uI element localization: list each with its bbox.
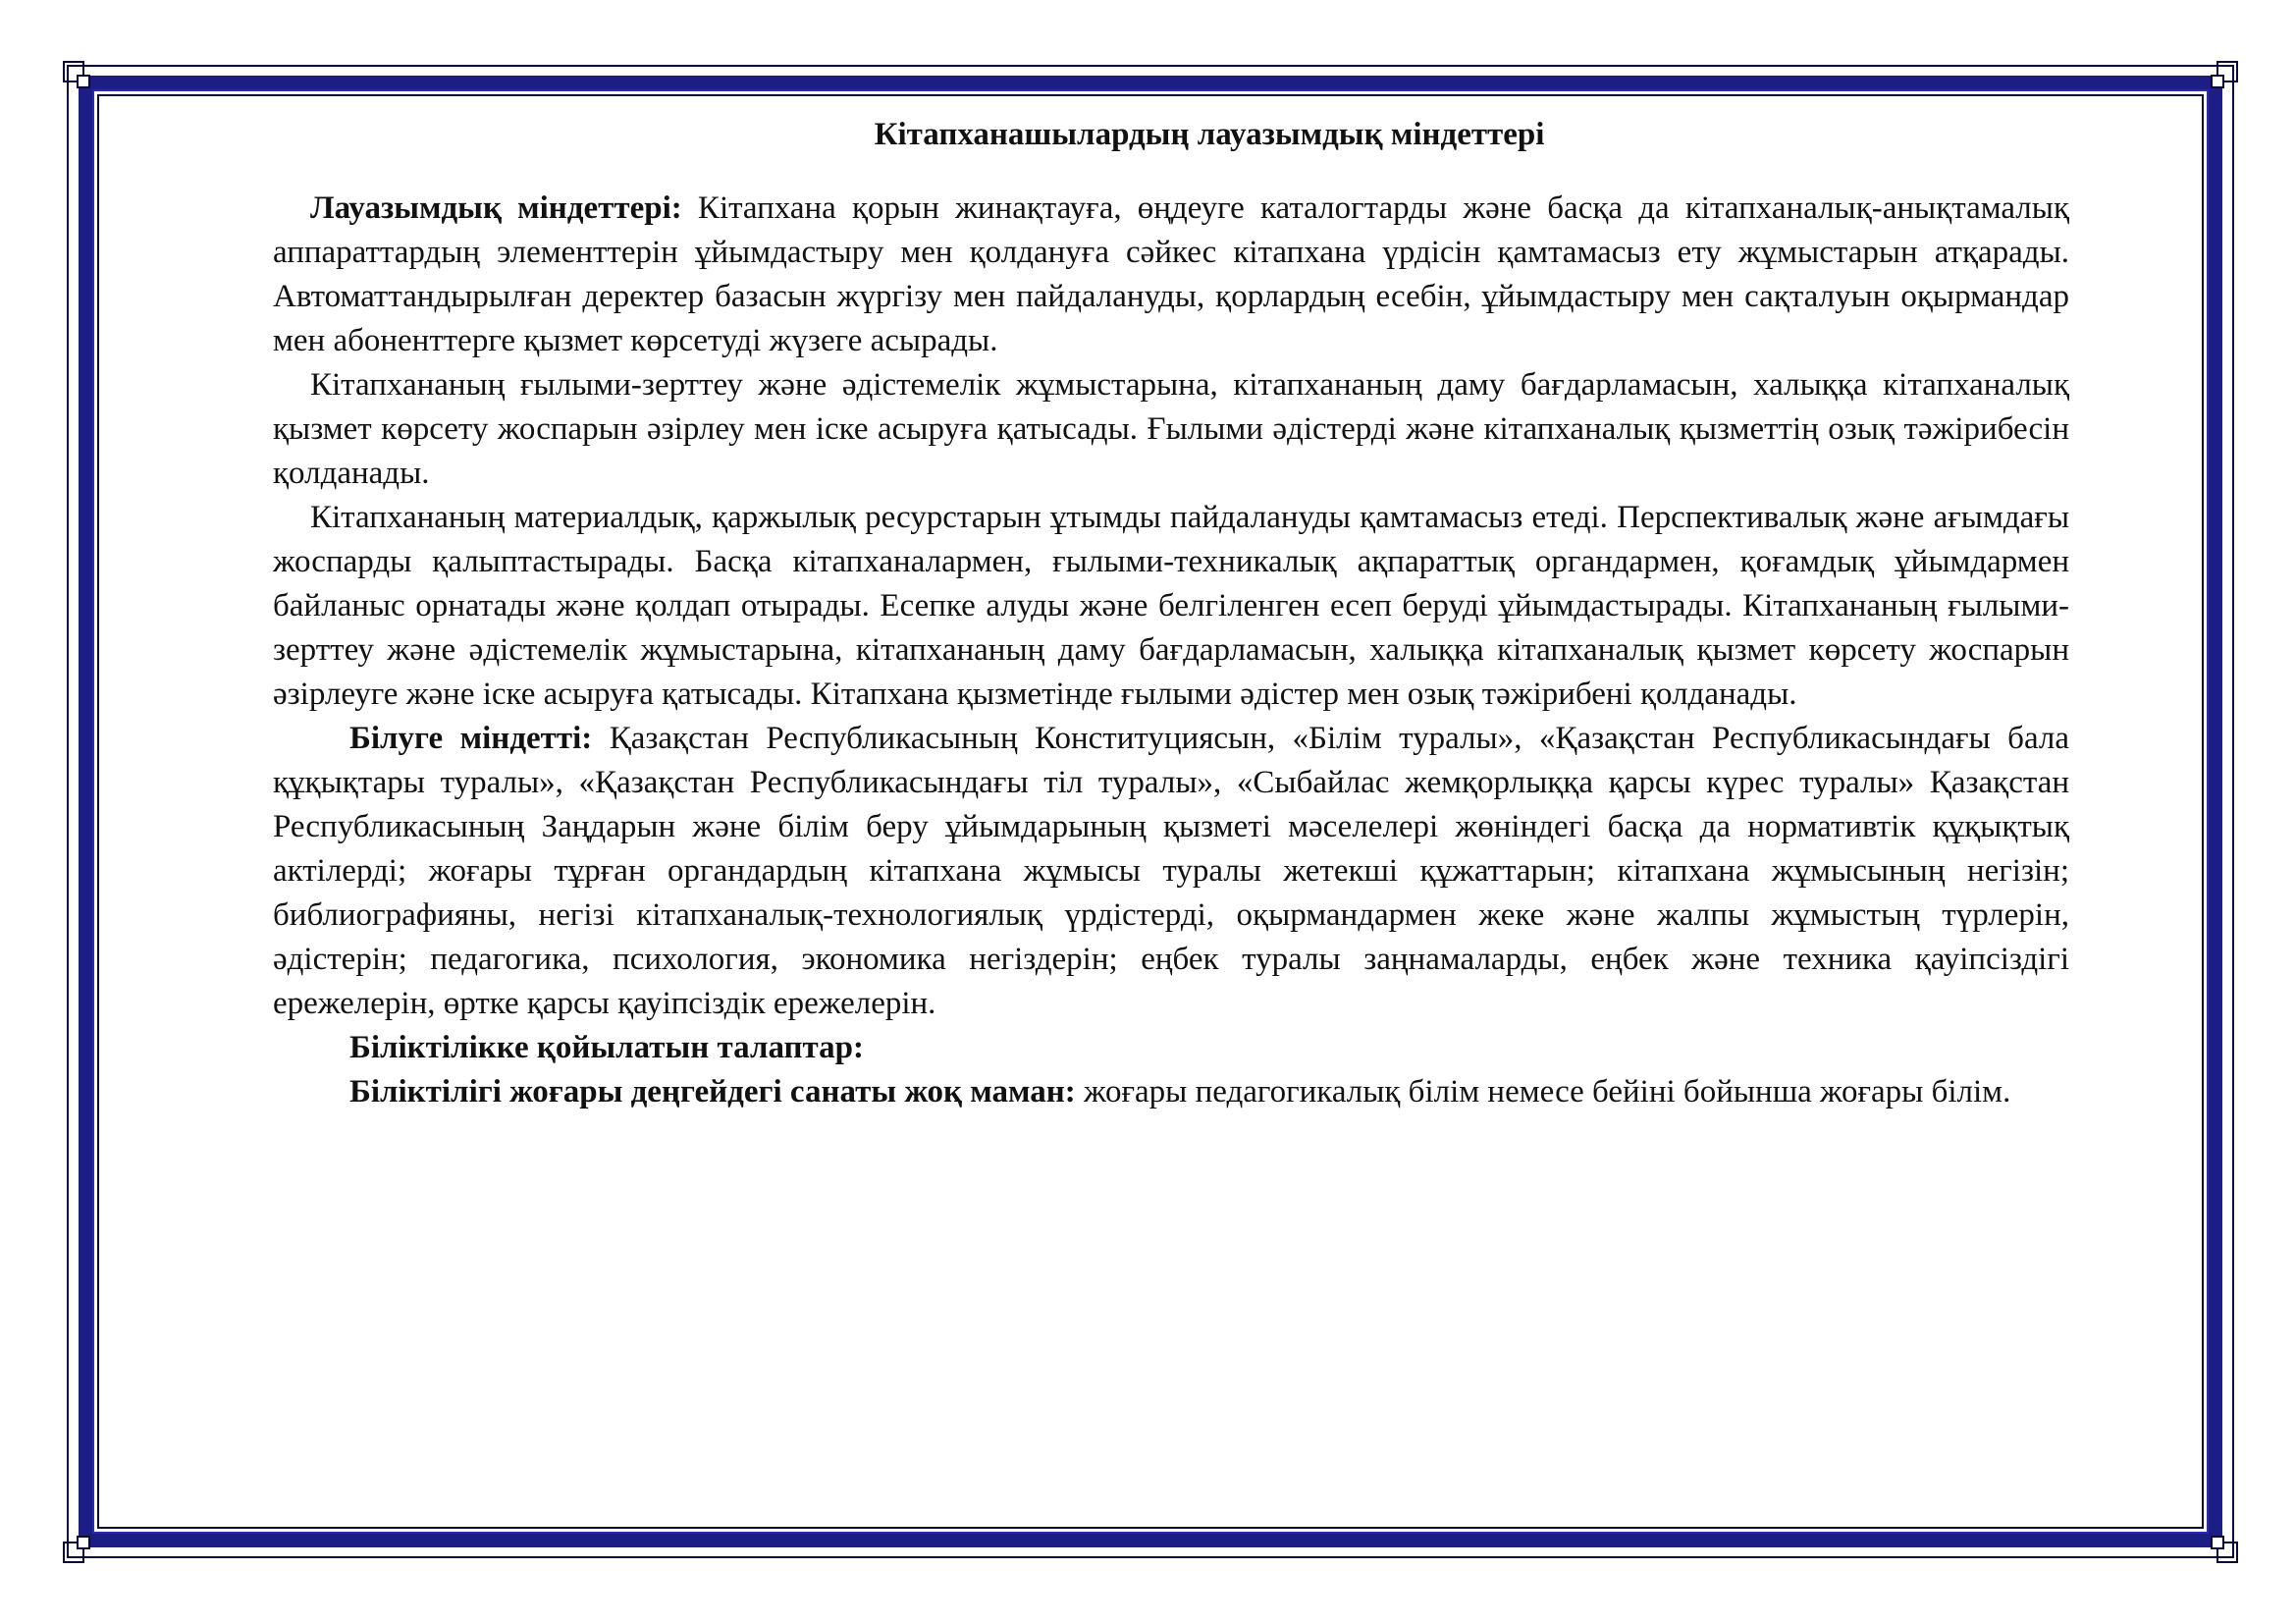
corner-ornament-top-right — [2203, 61, 2238, 96]
paragraph-text: Кітапхананың материалдық, қаржылық ресурстарын ұтымды пайдалануды қамтамасыз етеді. Перспективалық және ағымдағы жоспарды қалыптастырады. Басқа кітапханалармен, ғылыми-техникалық ақпараттық органдармен, қоғамдық ұйымдармен байланыс орнатады және қолдап отырады. Есепке алуды және белгіленген есеп беруді ұйымдастырады. Кітапхананың ғылыми-зерттеу және әдістемелік жұмыстарына, кітапхананың даму бағдарламасын, халыққа кітапханалық қызмет көрсету жоспарын әзірлеуге және іске асыруға қатысады. Кітапхана қызметінде ғылыми әдістер мен озық тәжірибені қолданады. — [273, 499, 2069, 712]
corner-ornament-bottom-right — [2203, 1528, 2238, 1563]
paragraph-lead: Білуге міндетті: — [349, 720, 593, 756]
paragraph-qualification — [273, 1070, 2069, 1114]
paragraph-lead: Біліктілікке қойылатын талаптар: — [349, 1029, 864, 1065]
paragraph-text: Кітапхана қорын жинақтауға, өңдеуге каталогтарды және басқа да кітапханалық-анықтамалық аппараттардың элементтерін ұйымдастыру мен қолдануға сәйкес кітапхана үрдісін қамтамасыз ету жұмыстарын атқарады. Автоматтандырылған деректер базасын жүргізу мен пайдалануды, қорлардың есебін, ұйымдастыру мен сақталуын оқырмандар мен абоненттерге қызмет көрсетуді жүзеге асырады. — [273, 189, 2069, 358]
paragraph-lead: Лауазымдық міндеттері: — [310, 189, 682, 226]
paragraph-lead: Біліктілігі жоғары деңгейдегі санаты жоқ маман: — [349, 1073, 1076, 1110]
paragraph-qualification-heading — [273, 1026, 2069, 1070]
paragraph-research — [273, 363, 2069, 496]
paragraph-duties — [273, 187, 2069, 363]
paragraph-resources — [273, 496, 2069, 717]
paragraph-text: Кітапхананың ғылыми-зерттеу және әдістемелік жұмыстарына, кітапхананың даму бағдарламасын, халыққа кітапханалық қызмет көрсету жоспарын әзірлеу мен іске асыруға қатысады. Ғылыми әдістерді және кітапханалық қызметтің озық тәжірибесін қолданады. — [273, 366, 2069, 491]
document-page — [273, 116, 2069, 1114]
document-title: Кітапханашылардың лауазымдық міндеттері — [874, 117, 1545, 152]
corner-ornament-top-left — [63, 61, 98, 96]
corner-ornament-bottom-left — [63, 1528, 98, 1563]
paragraph-text: жоғары педагогикалық білім немесе бейіні бойынша жоғары білім. — [1075, 1073, 2011, 1110]
paragraph-text: Қазақстан Республикасының Конституциясын, «Білім туралы», «Қазақстан Республикасындағы бала құқықтары туралы», «Қазақстан Республикасындағы тіл туралы», «Сыбайлас жемқорлыққа қарсы күрес туралы» Қазақстан Республикасының Заңдарын және білім беру ұйымдарының қызметі мәселелері жөніндегі басқа да нормативтік құқықтық актілерді; жоғары тұрған органдардың кітапхана жұмысы туралы жетекші құжаттарын; кітапхана жұмысының негізін; библиографияны, негізі кітапханалық-технологиялық үрдістерді, оқырмандармен жеке және жалпы жұмыстың түрлерін, әдістерін; педагогика, психология, экономика негіздерін; еңбек туралы заңнамаларды, еңбек және техника қауіпсіздігі ережелерін, өртке қарсы қауіпсіздік ережелерін. — [273, 720, 2069, 1021]
paragraph-must-know — [273, 717, 2069, 1026]
